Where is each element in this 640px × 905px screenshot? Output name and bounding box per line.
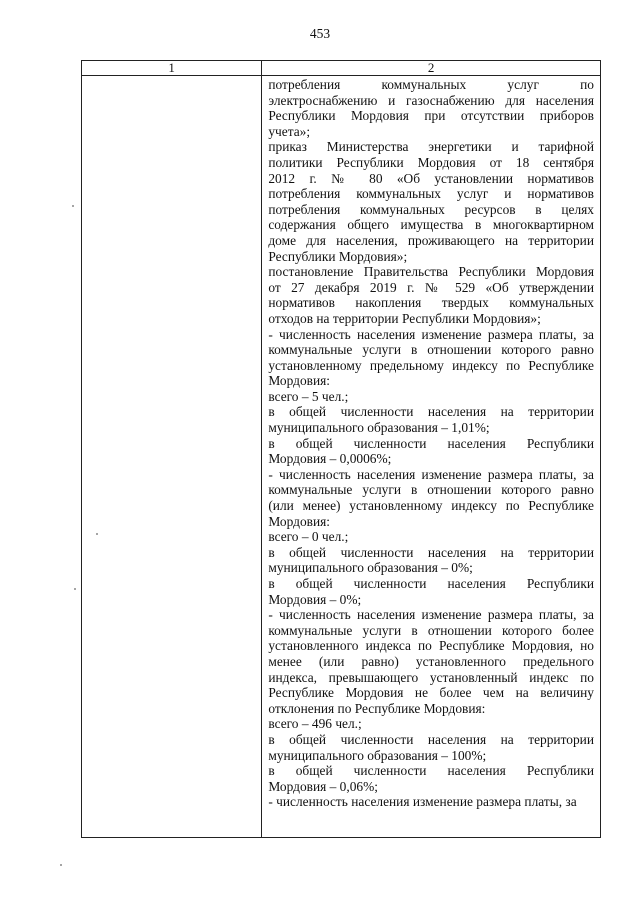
text-line: потребления коммунальных ресурсов в целях <box>268 201 594 217</box>
scan-speck <box>96 533 98 535</box>
text-line: коммунальные услуги в отношении которого более <box>268 622 594 638</box>
text-line: Мордовия – 0,0006%; <box>268 451 392 467</box>
text-line: всего – 5 чел.; <box>268 388 349 404</box>
text-line: от 27 декабря 2019 г. № 529 «Об утверждении <box>268 279 594 295</box>
paragraph <box>268 264 594 326</box>
paragraph <box>268 716 594 732</box>
text-line: доме для населения, проживающего на территории <box>268 232 594 248</box>
text-line: всего – 0 чел.; <box>268 529 349 545</box>
text-line: (или менее) установленному индексу по Республике <box>268 498 594 514</box>
text-line: в общей численности населения Республики <box>268 576 594 591</box>
column-header-1: 1 <box>82 61 262 76</box>
column-1-cell <box>82 76 262 838</box>
paragraph <box>268 732 594 763</box>
text-line: муниципального образования – 100%; <box>268 747 487 763</box>
scan-speck <box>60 864 62 866</box>
text-line: приказ Министерства энергетики и тарифной <box>268 139 594 155</box>
column-header-2: 2 <box>262 61 601 76</box>
text-line: Мордовия: <box>268 373 331 389</box>
paragraph <box>268 529 594 545</box>
page-number: 453 <box>309 26 331 41</box>
text-line: в общей численности населения Республики <box>268 763 594 779</box>
text-line: муниципального образования – 1,01%; <box>268 420 490 436</box>
text-line: политики Республики Мордовия от 18 сентября <box>268 154 594 170</box>
paragraph <box>268 139 594 264</box>
paragraph <box>268 389 594 405</box>
text-line: в общей численности населения Республики <box>268 435 594 451</box>
text-line: индекса, превышающего установленный индекс по <box>268 669 594 685</box>
text-line: отходов на территории Республики Мордовия»; <box>268 310 541 326</box>
text-line: отклонения по Республике Мордовия: <box>268 700 486 716</box>
text-line: электроснабжению и газоснабжению для населения <box>268 92 594 108</box>
text-line: Республики Мордовия»; <box>268 248 408 264</box>
text-line: в общей численности населения на территории <box>268 731 594 747</box>
text-line: Республики Мордовия при отсутствии приборов <box>268 108 594 124</box>
text-line: - численность населения изменение размера платы, за <box>268 607 594 623</box>
text-line: Мордовия – 0,06%; <box>268 778 378 794</box>
text-line: - численность населения изменение размера платы, за <box>268 466 594 482</box>
document-table <box>81 60 601 838</box>
paragraph <box>268 327 594 389</box>
text-line: - численность населения изменение размера платы, за <box>268 326 594 342</box>
text-line: содержания общего имущества в многоквартирном <box>268 217 594 233</box>
text-line: в общей численности населения на территории <box>268 544 594 560</box>
text-line: коммунальные услуги в отношении которого равно <box>268 342 594 358</box>
text-line: 2012 г. № 80 «Об установлении нормативов <box>268 170 594 186</box>
text-line: установленного индекса по Республике Мордовия, но <box>268 638 594 654</box>
text-line: Мордовия: <box>268 513 331 529</box>
text-line: всего – 496 чел.; <box>268 716 362 732</box>
text-line: муниципального образования – 0%; <box>268 560 473 576</box>
text-line: Мордовия – 0%; <box>268 591 362 607</box>
paragraph <box>268 607 594 716</box>
text-line: потребления коммунальных услуг и нормативов <box>268 186 594 202</box>
text-line: в общей численности населения на территории <box>268 404 594 420</box>
paragraph <box>268 436 594 467</box>
scan-speck <box>74 588 76 590</box>
scan-speck <box>72 205 74 207</box>
paragraph <box>268 77 594 139</box>
cell-text <box>262 76 600 810</box>
column-2-cell <box>262 76 601 838</box>
paragraph <box>268 576 594 607</box>
paragraph <box>268 545 594 576</box>
text-line: постановление Правительства Республики Мордовия <box>268 264 594 280</box>
paragraph <box>268 763 594 794</box>
paragraph <box>268 467 594 529</box>
text-line: - численность населения изменение размера платы, за <box>268 794 577 810</box>
text-line: нормативов накопления твердых коммунальных <box>268 295 594 311</box>
text-line: потребления коммунальных услуг по <box>268 77 594 92</box>
text-line: менее (или равно) установленного предельного <box>268 653 594 669</box>
text-line: Республике Мордовия не более чем на величину <box>268 685 594 701</box>
text-line: установленному предельному индексу по Республике <box>268 357 594 373</box>
text-line: коммунальные услуги в отношении которого равно <box>268 482 594 498</box>
table-row <box>82 76 601 838</box>
paragraph <box>268 404 594 435</box>
text-line: учета»; <box>268 123 311 139</box>
paragraph <box>268 794 594 810</box>
table-header-row <box>82 61 601 76</box>
